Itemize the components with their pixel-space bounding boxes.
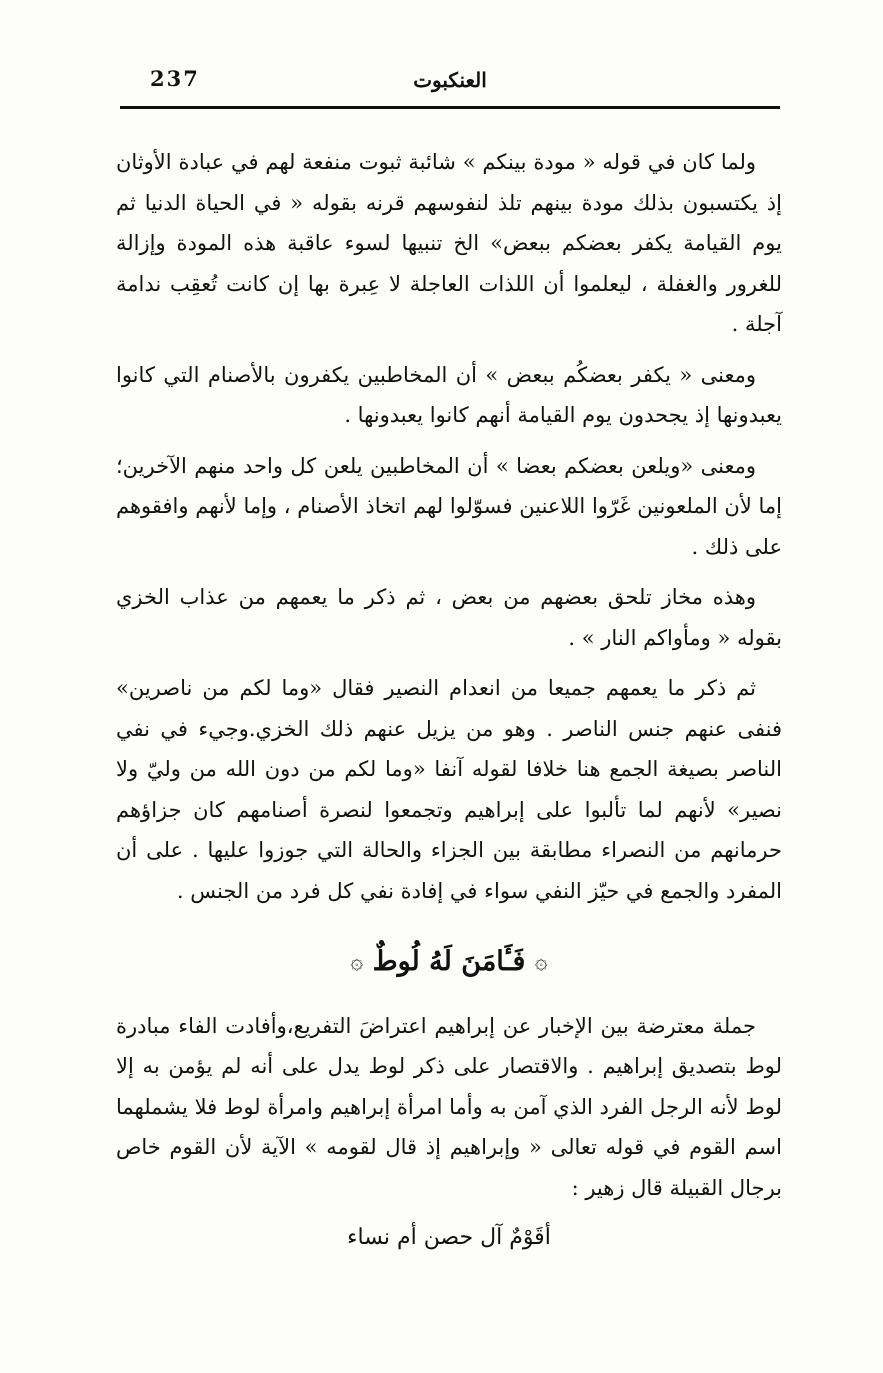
paragraph: ومعنى « يكفر بعضكُم ببعض » أن المخاطبين يكفرون بالأصنام التي كانوا يعبدونها إذ يجحدون يوم القيامة أنهم كانوا يعبدونها .: [116, 362, 782, 427]
quran-verse: [116, 937, 782, 988]
verse-open-ornament: ۞: [534, 949, 548, 975]
running-title: العنكبوت: [413, 68, 487, 92]
paragraph: وهذه مخاز تلحق بعضهم من بعض ، ثم ذكر ما يعمهم من عذاب الخزي بقوله « ومأواكم النار » .: [116, 585, 782, 650]
paragraph: ومعنى «ويلعن بعضكم بعضا » أن المخاطبين يلعن كل واحد منهم الآخرين؛ إما لأن الملعونين غَرّوا اللاعنين فسوّلوا لهم اتخاذ الأصنام ، وإما لأنهم وافقوهم على ذلك .: [116, 453, 782, 559]
page-header: [120, 66, 780, 106]
poem-line: أقَوْمٌ آل حصن أم نساء: [347, 1225, 551, 1250]
verse-close-ornament: ۞: [350, 949, 364, 975]
page-number: 237: [150, 66, 200, 91]
verse-text: فَـَٔامَنَ لَهُ لُوطٌ: [372, 946, 526, 977]
paragraph: ثم ذكر ما يعمهم جميعا من انعدام النصير فقال «وما لكم من ناصرين» فنفى عنهم جنس الناصر . وهو من يزيل عنهم ذلك الخزي.وجيء في نفي الناصر بصيغة الجمع هنا خلافا لقوله آنفا «وما لكم من دون الله من وليّ ولا نصير» لأنهم لما تألبوا على إبراهيم وتجمعوا لنصرة أصنامهم كان جزاؤهم حرمانهم من النصراء مطابقة بين الجزاء والحالة التي جوزوا عليها . على أن المفرد والجمع في حيّز النفي سواء في إفادة نفي كل فرد من الجنس .: [116, 676, 782, 903]
page-body: [116, 142, 782, 1259]
paragraph: ولما كان في قوله « مودة بينكم » شائبة ثبوت منفعة لهم في عبادة الأوثان إذ يكتسبون بذلك مودة بينهم تلذ لنفوسهم قرنه بقوله « في الحياة الدنيا ثم يوم القيامة يكفر بعضكم ببعض» الخ تنبيها لسوء عاقبة هذه المودة وإزالة للغرور والغفلة ، ليعلموا أن اللذات العاجلة لا عِبرة بها إن كانت تُعقِب ندامة آجلة .: [116, 150, 782, 336]
header-rule: [120, 106, 780, 109]
paragraph: جملة معترضة بين الإخبار عن إبراهيم اعتراضَ التفريع،وأفادت الفاء مبادرة لوط بتصديق إبراهيم . والاقتصار على ذكر لوط يدل على أنه لم يؤمن به إلا لوط لأنه الرجل الفرد الذي آمن به وأما امرأة إبراهيم وامرأة لوط فلا يشملهما اسم القوم في قوله تعالى « وإبراهيم إذ قال لقومه » الآية لأن القوم خاص برجال القبيلة قال زهير :: [116, 1013, 782, 1200]
